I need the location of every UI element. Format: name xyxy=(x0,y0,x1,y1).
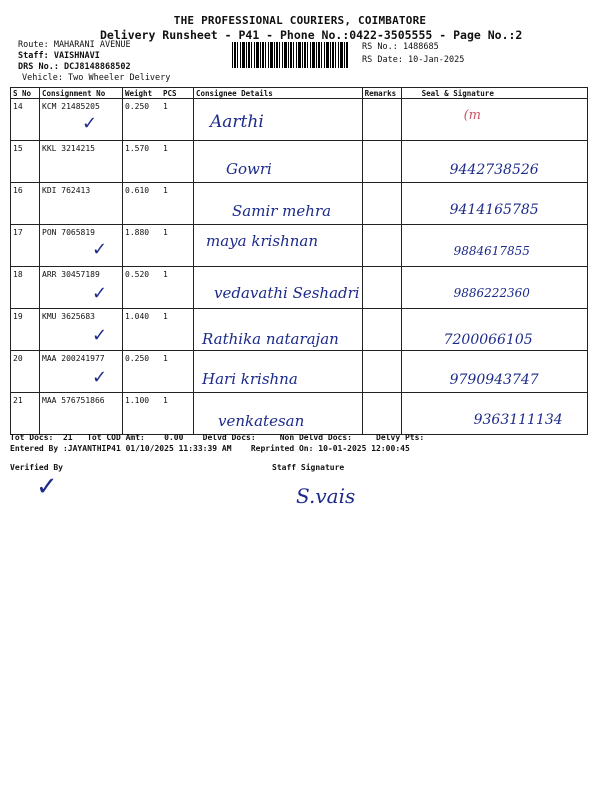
row-consignment: KCM 21485205 ✓ xyxy=(40,99,123,141)
row-consignment: MAA 576751866 xyxy=(40,393,123,435)
row-consignee: Hari krishna xyxy=(194,351,363,393)
row-seal: 9884617855 xyxy=(401,225,587,267)
row-seal: 7200066105 xyxy=(401,309,587,351)
row-pcs: 1 xyxy=(161,393,194,435)
table-row xyxy=(11,141,588,183)
row-pcs: 1 xyxy=(161,309,194,351)
entered-by-line: Entered By :JAYANTHIP41 01/10/2025 11:33:39 AM Reprinted On: 10-01-2025 12:00:45 xyxy=(10,444,410,453)
row-consignment: PON 7065819 ✓ xyxy=(40,225,123,267)
row-sno: 19 xyxy=(11,309,40,351)
row-pcs: 1 xyxy=(161,141,194,183)
table-row xyxy=(11,351,588,393)
row-remarks xyxy=(362,141,401,183)
row-consignee: vedavathi Seshadri xyxy=(194,267,363,309)
row-consignee: Aarthi xyxy=(194,99,363,141)
runsheet-subtitle: Delivery Runsheet - P41 - Phone No.:0422-3505555 - Page No.:2 xyxy=(100,28,523,42)
row-consignment: KMU 3625683 ✓ xyxy=(40,309,123,351)
row-remarks xyxy=(362,351,401,393)
row-consignee: Gowri xyxy=(194,141,363,183)
table-header-row xyxy=(11,88,588,99)
row-seal: (m xyxy=(401,99,587,141)
verified-by-label: Verified By xyxy=(10,463,63,472)
row-sno: 16 xyxy=(11,183,40,225)
row-consignee: venkatesan xyxy=(194,393,363,435)
row-seal: 9363111134 xyxy=(401,393,587,435)
runsheet-table xyxy=(10,87,588,435)
row-sno: 15 xyxy=(11,141,40,183)
row-weight: 1.040 xyxy=(123,309,162,351)
row-sno: 18 xyxy=(11,267,40,309)
row-remarks xyxy=(362,393,401,435)
row-sno: 17 xyxy=(11,225,40,267)
table-row xyxy=(11,393,588,435)
barcode xyxy=(232,42,348,68)
row-weight: 0.610 xyxy=(123,183,162,225)
row-pcs: 1 xyxy=(161,267,194,309)
rs-date: RS Date: 10-Jan-2025 xyxy=(362,55,465,65)
col-consignee: Consignee Details xyxy=(194,88,363,99)
row-seal: 9886222360 xyxy=(401,267,587,309)
row-pcs: 1 xyxy=(161,183,194,225)
row-remarks xyxy=(362,183,401,225)
row-consignment: KKL 3214215 xyxy=(40,141,123,183)
row-consignee: Samir mehra xyxy=(194,183,363,225)
vehicle-label: Vehicle: Two Wheeler Delivery xyxy=(22,73,171,83)
table-row xyxy=(11,267,588,309)
row-remarks xyxy=(362,267,401,309)
row-seal: 9790943747 xyxy=(401,351,587,393)
row-sno: 20 xyxy=(11,351,40,393)
col-sno: S No xyxy=(11,88,40,99)
row-consignee: maya krishnan xyxy=(194,225,363,267)
drs-label: DRS No.: DCJ8148868502 xyxy=(18,62,131,72)
col-seal: Seal & Signature xyxy=(401,88,587,99)
row-seal: 9442738526 xyxy=(401,141,587,183)
table-row xyxy=(11,183,588,225)
table-row xyxy=(11,225,588,267)
row-weight: 1.100 xyxy=(123,393,162,435)
row-remarks xyxy=(362,309,401,351)
row-sno: 14 xyxy=(11,99,40,141)
row-weight: 0.520 xyxy=(123,267,162,309)
rs-number: RS No.: 1488685 xyxy=(362,42,439,52)
row-sno: 21 xyxy=(11,393,40,435)
row-pcs: 1 xyxy=(161,99,194,141)
row-remarks xyxy=(362,99,401,141)
col-weight: Weight xyxy=(123,88,162,99)
col-consignment: Consignment No xyxy=(40,88,123,99)
row-seal: 9414165785 xyxy=(401,183,587,225)
col-pcs: PCS xyxy=(161,88,194,99)
row-consignee: Rathika natarajan xyxy=(194,309,363,351)
staff-signature-label: Staff Signature xyxy=(272,463,345,472)
row-weight: 0.250 xyxy=(123,99,162,141)
row-pcs: 1 xyxy=(161,225,194,267)
staff-label: Staff: VAISHNAVI xyxy=(18,51,100,61)
verified-check-icon: ✓ xyxy=(36,472,58,502)
row-pcs: 1 xyxy=(161,351,194,393)
table-row xyxy=(11,309,588,351)
row-consignment: MAA 200241977 ✓ xyxy=(40,351,123,393)
col-remarks: Remarks xyxy=(362,88,401,99)
row-consignment: KDI 762413 xyxy=(40,183,123,225)
row-weight: 1.570 xyxy=(123,141,162,183)
row-weight: 1.880 xyxy=(123,225,162,267)
table-row xyxy=(11,99,588,141)
route-label: Route: MAHARANI AVENUE xyxy=(18,40,131,50)
staff-signature: S.vais xyxy=(296,484,356,508)
row-remarks xyxy=(362,225,401,267)
company-title: THE PROFESSIONAL COURIERS, COIMBATORE xyxy=(173,14,427,27)
row-consignment: ARR 30457189 ✓ xyxy=(40,267,123,309)
totals-line: Tot Docs: 21 Tot COD Amt: 0.00 Delvd Docs: Non Delvd Docs: Delvy Pts: xyxy=(10,433,425,442)
row-weight: 0.250 xyxy=(123,351,162,393)
